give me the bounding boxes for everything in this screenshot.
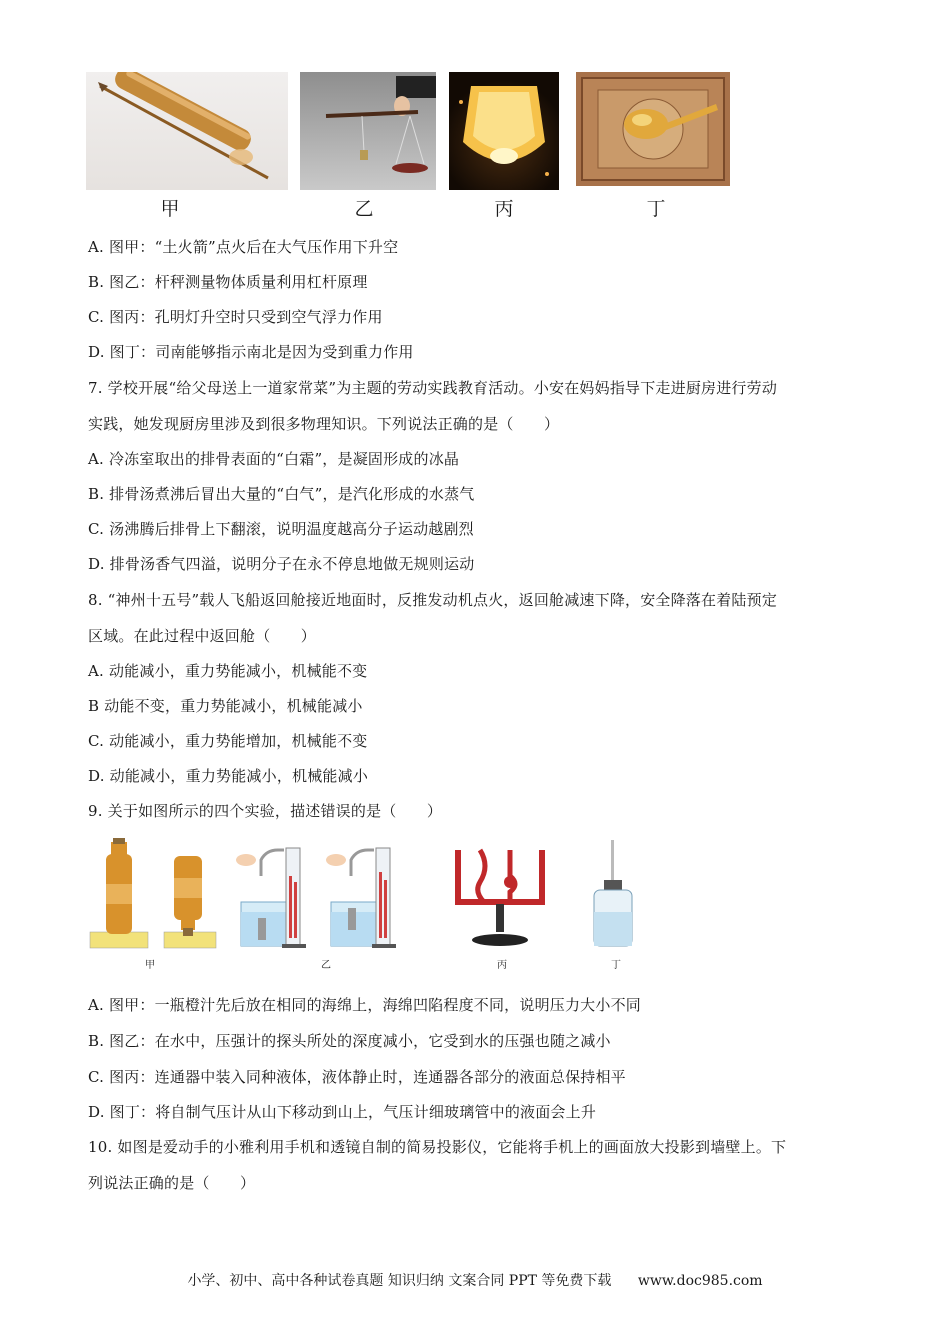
- figure-caption-ding: 丁: [646, 198, 666, 220]
- q9-option-a: A. 图甲：一瓶橙汁先后放在相同的海绵上，海绵凹陷程度不同，说明压力大小不同: [88, 996, 641, 1014]
- footer-text: 小学、初中、高中各种试卷真题 知识归纳 文案合同 PPT 等免费下载: [187, 1273, 612, 1289]
- figure-caption-jia: 甲: [160, 198, 180, 220]
- pressure-gauge-diagram: [236, 848, 396, 948]
- q8-option-a: A. 动能减小，重力势能减小，机械能不变: [88, 662, 368, 680]
- q10-stem-line2: 列说法正确的是（ ）: [88, 1174, 256, 1192]
- q8-option-b: B 动能不变，重力势能减小，机械能减小: [88, 697, 363, 715]
- q8-stem-line1: 8. “神州十五号”载人飞船返回舱接近地面时，反推发动机点火，返回舱减速下降，安全降落在着陆预定: [88, 591, 778, 609]
- q9-option-b: B. 图乙：在水中，压强计的探头所处的深度减小，它受到水的压强也随之减小: [88, 1032, 611, 1050]
- q6-option-b: B. 图乙：杆秤测量物体质量利用杠杆原理: [88, 273, 368, 291]
- footer-link[interactable]: www.doc985.com: [637, 1273, 763, 1289]
- q9-caption-jia: 甲: [145, 960, 155, 971]
- q6-option-a: A. 图甲：“土火箭”点火后在大气压作用下升空: [88, 238, 399, 256]
- q9-caption-ding: 丁: [611, 960, 621, 971]
- q7-option-d: D. 排骨汤香气四溢，说明分子在永不停息地做无规则运动: [88, 555, 475, 573]
- q9-option-d: D. 图丁：将自制气压计从山下移动到山上，气压计细玻璃管中的液面会上升: [88, 1103, 597, 1121]
- q8-option-c: C. 动能减小，重力势能增加，机械能不变: [88, 732, 368, 750]
- q6-option-d: D. 图丁：司南能够指示南北是因为受到重力作用: [88, 343, 414, 361]
- q7-option-b: B. 排骨汤煮沸后冒出大量的“白气”，是汽化形成的水蒸气: [88, 485, 475, 503]
- q7-stem-line1: 7. 学校开展“给父母送上一道家常菜”为主题的劳动实践教育活动。小安在妈妈指导下走进厨房进行劳动: [88, 379, 778, 397]
- q9-caption-yi: 乙: [321, 960, 331, 971]
- q7-option-c: C. 汤沸腾后排骨上下翻滚，说明温度越高分子运动越剧烈: [88, 520, 474, 538]
- q9-option-c: C. 图丙：连通器中装入同种液体，液体静止时，连通器各部分的液面总保持相平: [88, 1068, 626, 1086]
- q9-caption-bing: 丙: [497, 960, 507, 971]
- figure-caption-yi: 乙: [354, 198, 374, 220]
- bottle-sponge-diagram: [90, 838, 216, 948]
- homemade-barometer-diagram: [594, 840, 632, 946]
- kongming-lantern-image: [449, 72, 559, 190]
- q8-stem-line2: 区域。在此过程中返回舱（ ）: [88, 627, 317, 645]
- q8-option-d: D. 动能减小，重力势能减小，机械能减小: [88, 767, 369, 785]
- earth-fire-rocket-image: [86, 72, 288, 190]
- q9-stem: 9. 关于如图所示的四个实验，描述错误的是（ ）: [88, 802, 443, 820]
- q9-experiments-figure: [86, 836, 646, 952]
- steelyard-balance-image: [300, 72, 436, 190]
- q6-option-c: C. 图丙：孔明灯升空时只受到空气浮力作用: [88, 308, 383, 326]
- sinan-compass-image: [576, 72, 730, 186]
- figure-caption-bing: 丙: [494, 198, 514, 220]
- q10-stem-line1: 10. 如图是爱动手的小雅利用手机和透镜自制的简易投影仪，它能将手机上的画面放大投影到墙壁上。下: [88, 1138, 787, 1156]
- q7-stem-line2: 实践，她发现厨房里涉及到很多物理知识。下列说法正确的是（ ）: [88, 415, 560, 433]
- q7-option-a: A. 冷冻室取出的排骨表面的“白霜”，是凝固形成的冰晶: [88, 450, 460, 468]
- communicating-vessels-diagram: [458, 850, 542, 946]
- page-footer: [0, 1270, 950, 1290]
